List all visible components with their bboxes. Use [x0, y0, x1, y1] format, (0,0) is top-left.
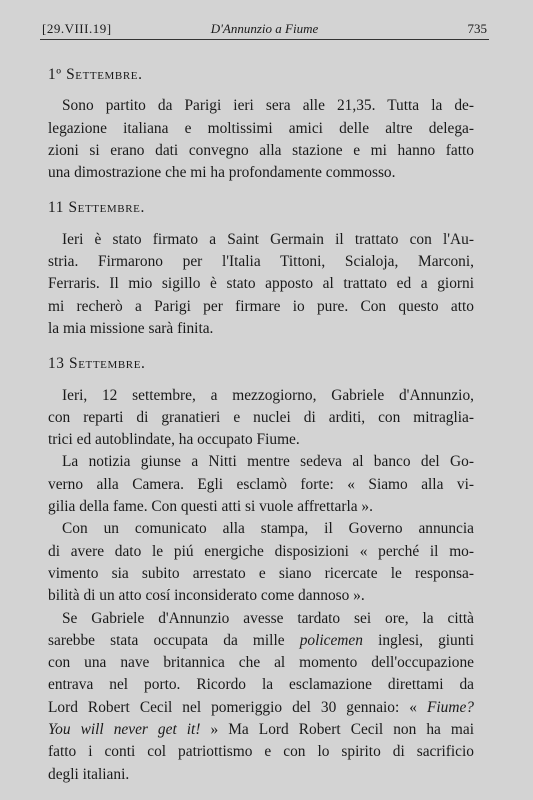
text-line: Lord Robert Cecil nel pomeriggio del 30 gennaio: « Fiume? [48, 698, 474, 716]
text-line: trici ed autoblindate, ha occupato Fiume. [48, 431, 300, 449]
entry-date-heading: 1º Settembre. [48, 66, 143, 83]
text-line: gilia della fame. Con questi atti si vuole affrettarla ». [48, 498, 373, 516]
diary-entry [48, 64, 474, 184]
entry-paragraph [48, 95, 474, 184]
text-line: bilità di un atto cosí inconsiderato come dannoso ». [48, 587, 365, 605]
text-line: Se Gabriele d'Annunzio avesse tardato sei ore, la città [62, 609, 474, 627]
text-line: fatto i conti col patriottismo e con lo spirito di sacrificio [48, 743, 474, 761]
text-line: entrava nel porto. Ricordo la esclamazione direttami da [48, 676, 474, 694]
text-line: stria. Firmarono per l'Italia Tittoni, Scialoja, Marconi, [48, 253, 474, 271]
text-line: Sono partito da Parigi ieri sera alle 21,35. Tutta la de- [62, 97, 474, 115]
text-line: sarebbe stata occupata da mille policemen inglesi, giunti [48, 631, 474, 649]
entry-paragraph [48, 451, 474, 518]
text-line: Ieri è stato firmato a Saint Germain il trattato con l'Au- [62, 230, 474, 248]
text-line: verno alla Camera. Egli esclamò forte: « Siamo alla vi- [48, 475, 474, 493]
header-date: [29.VIII.19] [42, 21, 112, 36]
entry-paragraph [48, 608, 474, 786]
header-title: D'Annunzio a Fiume [210, 21, 319, 36]
text-line: Ferraris. Il mio sigillo è stato apposto al trattato ed a giorni [48, 275, 474, 293]
diary-entry [48, 353, 474, 786]
entry-date-heading: 11 Settembre. [48, 199, 145, 217]
text-line: La notizia giunse a Nitti mentre sedeva al banco del Go- [62, 453, 474, 471]
running-header [40, 17, 489, 40]
text-line: una dimostrazione che mi ha profondamente commosso. [48, 164, 396, 182]
entry-paragraph [48, 385, 474, 452]
text-line: Con un comunicato alla stampa, il Governo annuncia [62, 520, 474, 538]
text-line: di avere dato le piú energiche disposizioni « perché il mo- [48, 542, 474, 560]
text-line: Ieri, 12 settembre, a mezzogiorno, Gabriele d'Annunzio, [62, 386, 474, 404]
text-line: mi recherò a Parigi per firmare io pure. Con questo atto [48, 297, 474, 315]
entry-date-heading: 13 Settembre. [48, 355, 146, 373]
entry-paragraph [48, 229, 474, 340]
text-line: la mia missione sarà finita. [48, 319, 214, 337]
text-line: zioni si erano dati convegno alla stazione e mi hanno fatto [48, 141, 474, 159]
text-line: vimento sia subito arrestato e siano ricercate le responsa- [48, 564, 474, 582]
page-number: 735 [467, 21, 487, 36]
text-line: legazione italiana e moltissimi amici delle altre delega- [48, 119, 474, 137]
entry-paragraph [48, 518, 474, 607]
text-line: You will never get it! » Ma Lord Robert Cecil non ha mai [48, 721, 474, 739]
diary-entry [48, 197, 474, 340]
text-line: degli italiani. [48, 765, 130, 783]
text-line: con una nave britannica che al momento dell'occupazione [48, 654, 474, 672]
page-body [48, 64, 474, 799]
text-line: con reparti di granatieri e nuclei di arditi, con mitraglia- [48, 408, 474, 426]
